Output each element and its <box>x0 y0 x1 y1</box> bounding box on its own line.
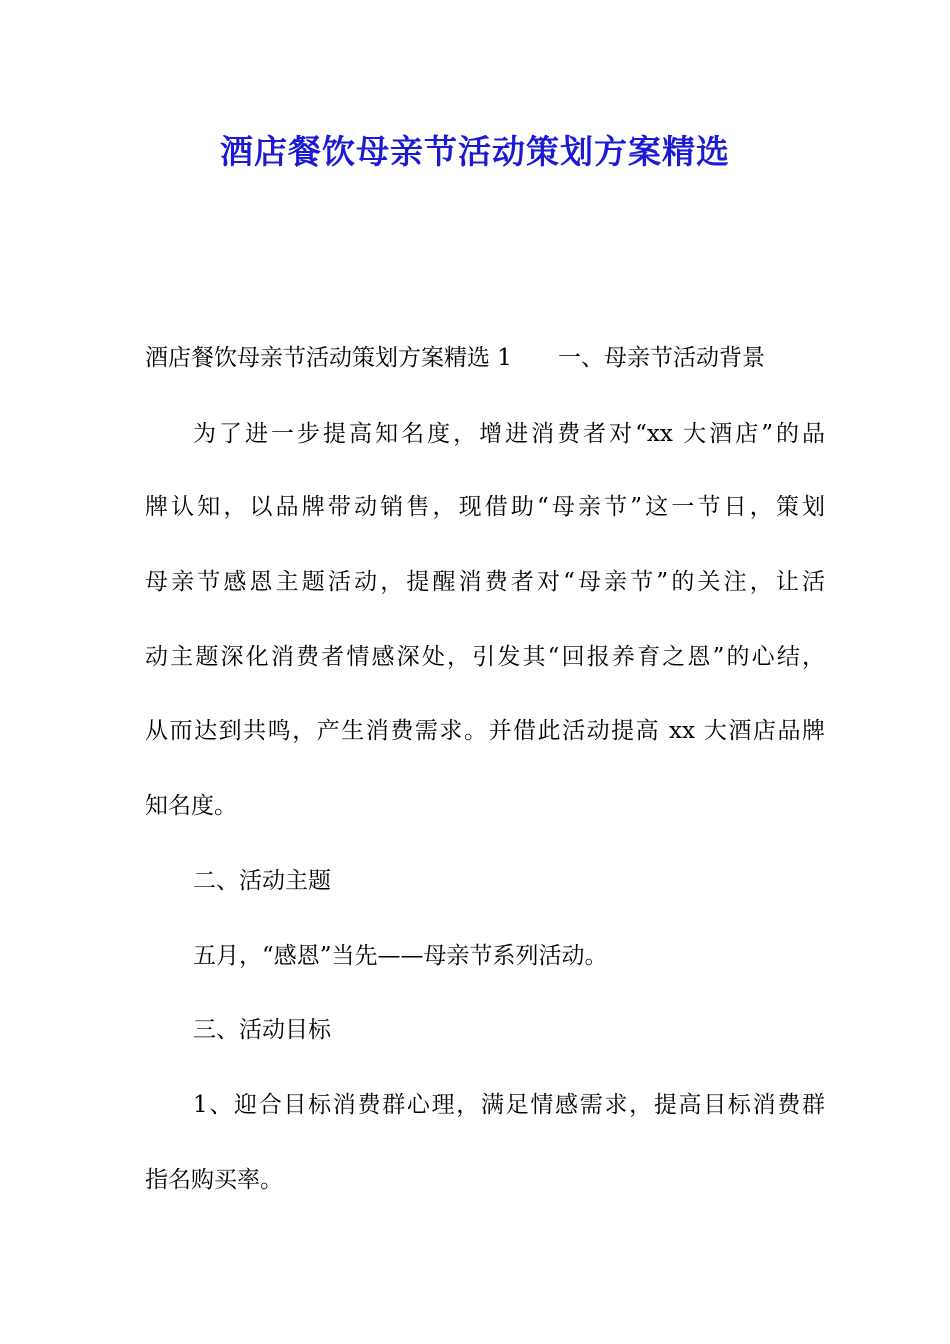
paragraph-line: 知名度。 <box>145 793 237 819</box>
section1-heading: 一、母亲节活动背景 <box>557 345 765 371</box>
paragraph-line: 牌认知，以品牌带动销售，现借助“母亲节”这一节日，策划 <box>145 494 825 520</box>
section2-heading: 二、活动主题 <box>193 868 331 894</box>
section3-heading: 三、活动目标 <box>193 1017 331 1043</box>
paragraph-line: 从而达到共鸣，产生消费需求。并借此活动提高 xx 大酒店品牌 <box>145 718 825 744</box>
paragraph-line: 动主题深化消费者情感深处，引发其“回报养育之恩”的心结， <box>145 644 825 670</box>
heading-line <box>145 341 825 375</box>
paragraph-line: 母亲节感恩主题活动，提醒消费者对“母亲节”的关注，让活 <box>145 569 825 595</box>
subtitle-text: 酒店餐饮母亲节活动策划方案精选 1 <box>145 345 512 371</box>
section3-item-line: 1、迎合目标消费群心理，满足情感需求，提高目标消费群 <box>193 1092 825 1118</box>
paragraph-line: 为了进一步提高知名度，增进消费者对“xx 大酒店”的品 <box>193 421 825 447</box>
document-title: 酒店餐饮母亲节活动策划方案精选 <box>220 132 730 171</box>
section3-item-line: 指名购买率。 <box>145 1167 283 1193</box>
section2-text: 五月，“感恩”当先——母亲节系列活动。 <box>193 943 608 969</box>
